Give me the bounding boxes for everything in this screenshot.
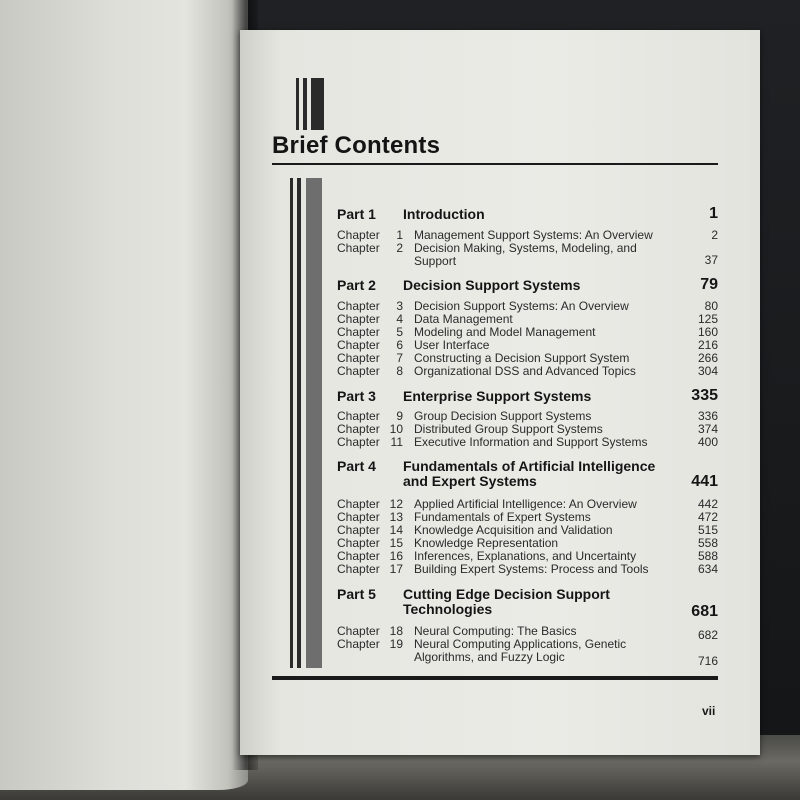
part-title: Enterprise Support Systems (403, 388, 592, 404)
chapter-number: 9 (396, 409, 403, 423)
chapter-page: 374 (697, 422, 718, 436)
part-number: Part 1 (337, 206, 376, 222)
chapter-number: 15 (389, 536, 403, 550)
part-number: Part 4 (337, 458, 376, 474)
chapter-title: Group Decision Support Systems (414, 409, 592, 423)
decorative-bar (290, 178, 293, 668)
chapter-label: Chapter (337, 364, 380, 378)
chapter-number: 6 (396, 338, 403, 352)
chapter-title: Inferences, Explanations, and Uncertainty (414, 549, 637, 563)
chapter-label: Chapter (337, 624, 380, 638)
chapter-label: Chapter (337, 299, 380, 313)
chapter-page: 588 (697, 549, 718, 563)
chapter-label: Chapter (337, 409, 380, 423)
chapter-title: Organizational DSS and Advanced Topics (414, 364, 636, 378)
part-title: Introduction (403, 206, 485, 222)
chapter-label: Chapter (337, 497, 380, 511)
chapter-label: Chapter (337, 325, 380, 339)
part-page: 335 (691, 387, 718, 404)
chapter-number: 18 (389, 624, 403, 638)
chapter-title: User Interface (414, 338, 490, 352)
part-title: Decision Support Systems (403, 277, 581, 293)
chapter-title: Management Support Systems: An Overview (414, 228, 653, 242)
part-number: Part 3 (337, 388, 376, 404)
chapter-label: Chapter (337, 510, 380, 524)
chapter-page: 716 (697, 654, 718, 668)
chapter-label: Chapter (337, 549, 380, 563)
chapter-page: 515 (697, 523, 718, 537)
chapter-number: 11 (390, 435, 403, 449)
chapter-page: 2 (711, 228, 718, 242)
decorative-bar (297, 178, 301, 668)
part-title: Cutting Edge Decision Support Technologies (403, 586, 610, 617)
decorative-bar (306, 178, 322, 668)
chapter-title: Neural Computing Applications, Genetic Algorithms, and Fuzzy Logic (414, 637, 627, 664)
chapter-number: 13 (389, 510, 403, 524)
chapter-number: 17 (389, 562, 403, 576)
chapter-number: 4 (396, 312, 403, 326)
chapter-number: 5 (396, 325, 403, 339)
chapter-label: Chapter (337, 536, 380, 550)
chapter-title: Modeling and Model Management (414, 325, 596, 339)
chapter-page: 336 (697, 409, 718, 423)
chapter-page: 80 (704, 299, 718, 313)
chapter-page: 634 (697, 562, 718, 576)
chapter-title: Executive Information and Support Systems (414, 435, 648, 449)
chapter-number: 8 (396, 364, 403, 378)
chapter-page: 216 (697, 338, 718, 352)
chapter-page: 682 (697, 628, 718, 642)
part-title: Fundamentals of Artificial Intelligence and Expert Systems (403, 458, 656, 489)
chapter-page: 160 (697, 325, 718, 339)
chapter-title: Decision Support Systems: An Overview (414, 299, 629, 313)
decorative-bar (296, 78, 299, 130)
title-rule (272, 163, 718, 165)
chapter-title: Data Management (414, 312, 513, 326)
chapter-page: 37 (704, 253, 718, 267)
chapter-label: Chapter (337, 637, 380, 651)
chapter-page: 472 (697, 510, 718, 524)
part-page: 441 (691, 473, 718, 490)
chapter-label: Chapter (337, 562, 380, 576)
part-number: Part 2 (337, 277, 376, 293)
chapter-title: Decision Making, Systems, Modeling, and Support (414, 241, 637, 268)
chapter-title: Neural Computing: The Basics (414, 624, 577, 638)
chapter-page: 304 (697, 364, 718, 378)
chapter-number: 7 (396, 351, 403, 365)
part-page: 681 (691, 603, 718, 620)
chapter-title: Applied Artificial Intelligence: An Overview (414, 497, 637, 511)
part-page: 79 (700, 276, 718, 293)
chapter-page: 266 (697, 351, 718, 365)
chapter-number: 19 (389, 637, 403, 651)
chapter-title: Constructing a Decision Support System (414, 351, 630, 365)
chapter-label: Chapter (337, 338, 380, 352)
chapter-number: 10 (389, 422, 403, 436)
chapter-label: Chapter (337, 422, 380, 436)
chapter-page: 442 (697, 497, 718, 511)
chapter-title: Fundamentals of Expert Systems (414, 510, 591, 524)
chapter-label: Chapter (337, 228, 380, 242)
part-number: Part 5 (337, 586, 376, 602)
chapter-label: Chapter (337, 241, 380, 255)
chapter-title: Building Expert Systems: Process and Tools (414, 562, 649, 576)
chapter-number: 14 (389, 523, 403, 537)
chapter-number: 12 (389, 497, 403, 511)
chapter-title: Knowledge Acquisition and Validation (414, 523, 613, 537)
page-number: vii (702, 704, 716, 718)
bottom-rule (272, 676, 718, 680)
chapter-title: Knowledge Representation (414, 536, 559, 550)
chapter-title: Distributed Group Support Systems (414, 422, 603, 436)
chapter-number: 1 (396, 228, 403, 242)
chapter-page: 125 (697, 312, 718, 326)
chapter-label: Chapter (337, 435, 380, 449)
chapter-number: 16 (389, 549, 403, 563)
page-title: Brief Contents (272, 132, 441, 159)
chapter-page: 558 (697, 536, 718, 550)
chapter-number: 2 (396, 241, 403, 255)
chapter-label: Chapter (337, 312, 380, 326)
left-page (0, 0, 248, 790)
part-page: 1 (709, 205, 718, 222)
chapter-number: 3 (396, 299, 403, 313)
decorative-bar (311, 78, 324, 130)
chapter-label: Chapter (337, 523, 380, 537)
chapter-label: Chapter (337, 351, 380, 365)
chapter-page: 400 (697, 435, 718, 449)
decorative-bar (303, 78, 307, 130)
